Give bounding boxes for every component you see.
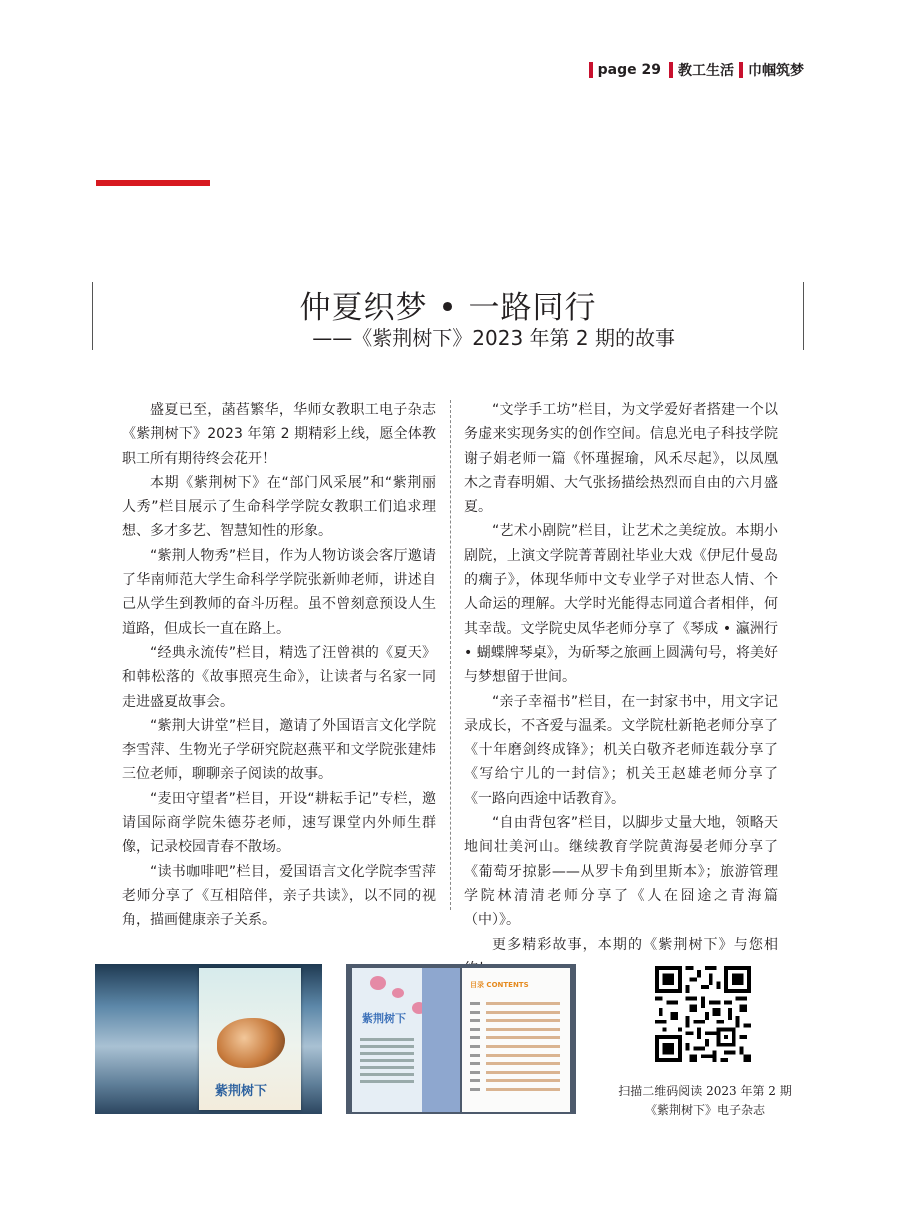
- paragraph: 盛夏已至，菡萏繁华，华师女教职工电子杂志《紫荆树下》2023 年第 2 期精彩上线，愿全体教职工所有期待终会花开！: [122, 402, 436, 467]
- paragraph: “经典永流传”栏目，精选了汪曾祺的《夏天》和韩松落的《故事照亮生命》，让读者与名家一同走进盛夏故事会。: [122, 644, 436, 710]
- paragraph: “艺术小剧院”栏目，让艺术之美绽放。本期小剧院，上演文学院菁菁剧社毕业大戏《伊尼什曼岛的瘸子》，体现华师中文专业学子对世态人情、个人命运的理解。大学时光能得志同道合者相伴，何其幸哉。文学院史凤华老师分享了《琴成 • 瀛洲行 • 蝴蝶牌琴桌》，为斫琴之旅画上圆满句号，将美好与梦想留于世间。: [464, 523, 778, 686]
- paragraph: “紫荆大讲堂”栏目，邀请了外国语言文化学院李雪萍、生物光子学研究院赵燕平和文学院张建炜三位老师，聊聊亲子阅读的故事。: [122, 717, 436, 783]
- paragraph: “文学手工坊”栏目，为文学爱好者搭建一个以务虚来实现务实的创作空间。信息光电子科技学院谢子娟老师一篇《怀瑾握瑜，风禾尽起》，以凤凰木之青春明媚、大气张扬描绘热烈而自由的六月盛夏。: [464, 402, 778, 516]
- paragraph: “读书咖啡吧”栏目，爱国语言文化学院李雪萍老师分享了《互相陪伴，亲子共读》，以不同的视角，描画健康亲子关系。: [122, 863, 436, 929]
- toc-imprint-lines: [360, 1038, 420, 1087]
- paragraph: “紫荆人物秀”栏目，作为人物访谈会客厅邀请了华南师范大学生命科学学院张新帅老师，讲述自己从学生到教师的奋斗历程。虽不曾刻意预设人生道路，但成长一直在路上。: [122, 547, 436, 637]
- cover-title: 紫荆树下: [215, 1084, 268, 1099]
- toc-magazine-title: 紫荆树下: [362, 1012, 406, 1025]
- page-header: [589, 60, 804, 80]
- page-number: page 29: [597, 62, 661, 78]
- article-title: 仲夏织梦 • 一路同行: [299, 290, 597, 326]
- left-column: [122, 398, 436, 933]
- paragraph: “自由背包客”栏目，以脚步丈量大地，领略天地间壮美河山。继续教育学院黄海晏老师分享了《葡萄牙掠影——从罗卡角到里斯本》；旅游管理学院林清清老师分享了《人在囧途之青海篇（中）》。: [464, 815, 778, 929]
- header-bar: [669, 62, 673, 78]
- magazine-contents-image: [346, 964, 576, 1114]
- red-accent-rule: [96, 180, 210, 186]
- column-divider: [450, 400, 451, 910]
- qr-caption: [600, 1082, 810, 1120]
- magazine-cover-image: [95, 964, 322, 1114]
- paragraph: 更多精彩故事，本期的《紫荆树下》与您相: [492, 936, 778, 953]
- toc-list: [470, 1002, 560, 1097]
- paragraph: “麦田守望者”栏目，开设“耕耘手记”专栏，邀请国际商学院朱德芬老师，速写课堂内外师生群像，记录校园青春不散场。: [122, 790, 436, 856]
- cover-page: [199, 968, 301, 1110]
- qr-code-icon[interactable]: [655, 966, 751, 1062]
- qr-caption-line: 《紫荆树下》电子杂志: [644, 1103, 765, 1117]
- seashell-illustration: [217, 1018, 285, 1068]
- right-column: [464, 398, 778, 981]
- flower-icon: [370, 976, 386, 990]
- column-name: 巾帼筑梦: [748, 63, 804, 79]
- header-bar: [589, 62, 593, 78]
- toc-heading: 目录 CONTENTS: [470, 981, 529, 989]
- paragraph: 本期《紫荆树下》在“部门风采展”和“紫荆丽人秀”栏目展示了生命科学学院女教职工们追求理想、多才多艺、智慧知性的形象。: [122, 474, 436, 540]
- toc-blue-panel: [422, 968, 460, 1112]
- title-block: [92, 282, 804, 350]
- flower-icon: [392, 988, 404, 998]
- header-bar: [739, 62, 743, 78]
- paragraph: “亲子幸福书”栏目，在一封家书中，用文字记录成长，不吝爱与温柔。文学院杜新艳老师分享了《十年磨剑终成锋》；机关白敬齐老师连载分享了《写给宁儿的一封信》；机关王赵雄老师分享了《一路向西途中话教育》。: [464, 693, 778, 807]
- toc-right-page: [462, 968, 570, 1112]
- article-subtitle: ——《紫荆树下》2023 年第 2 期的故事: [312, 326, 675, 350]
- section-name: 教工生活: [678, 63, 734, 79]
- qr-caption-line: 扫描二维码阅读 2023 年第 2 期: [618, 1084, 792, 1098]
